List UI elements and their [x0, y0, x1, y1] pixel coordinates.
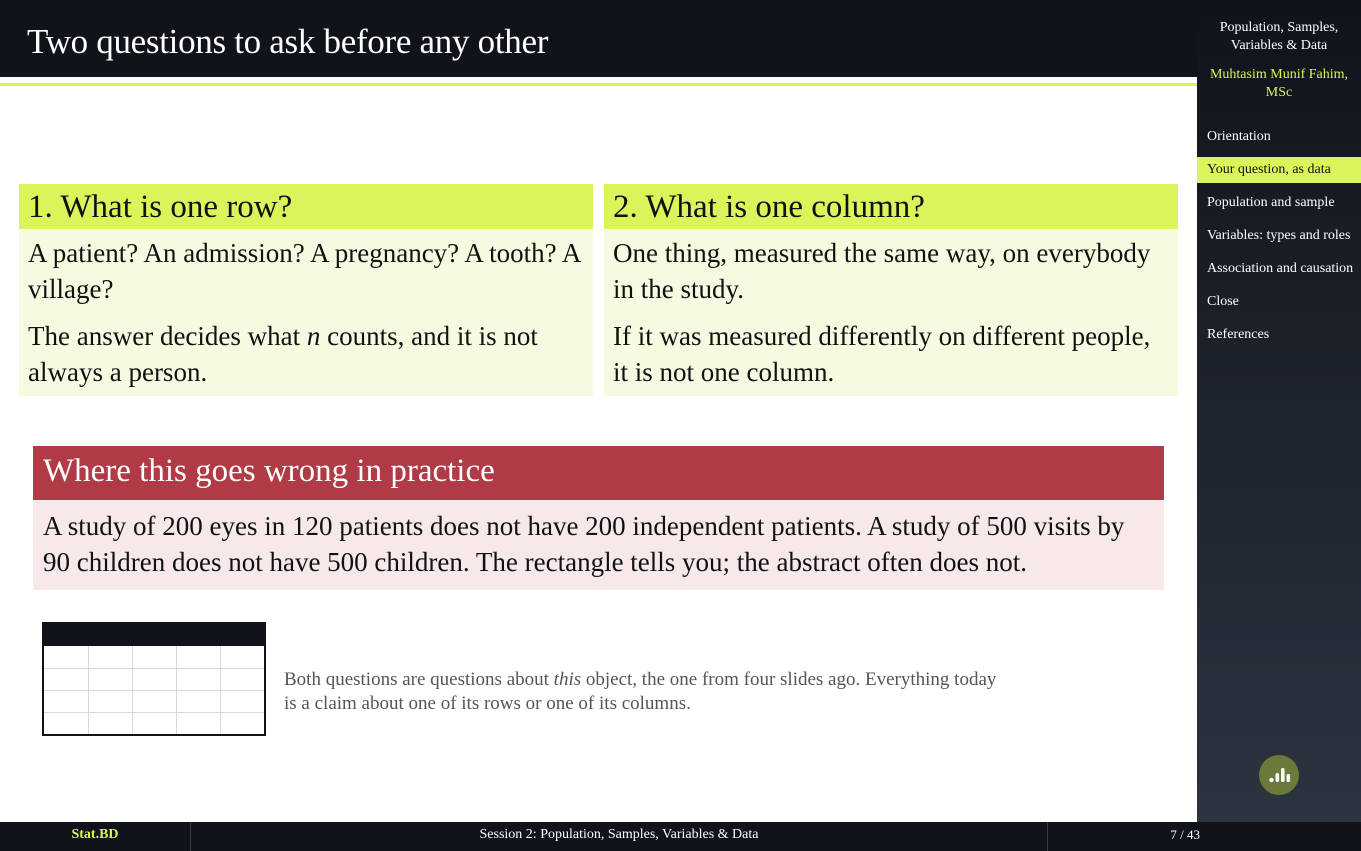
- callout-heading: Where this goes wrong in practice: [33, 446, 1164, 500]
- row-question-card: [19, 184, 593, 396]
- row-note-pre: The answer decides what: [28, 321, 307, 351]
- footnote-post: object, the one from four slides ago. Everything today is a claim about one of its rows or one of its columns.: [284, 669, 997, 714]
- column-question-body: [604, 229, 1178, 396]
- page-title: Two questions to ask before any other: [27, 22, 549, 61]
- sidebar-item-population-and-sample[interactable]: Population and sample: [1207, 195, 1335, 210]
- row-question-note: [28, 318, 584, 390]
- data-rectangle-illustration: [42, 622, 266, 736]
- header-accent-rule: [0, 83, 1197, 86]
- sidebar-item-orientation[interactable]: Orientation: [1207, 129, 1271, 144]
- warning-callout: [33, 446, 1164, 590]
- bar-chart-icon[interactable]: [1259, 755, 1299, 795]
- table-gridline: [44, 712, 264, 713]
- column-question-note: If it was measured differently on different people, it is not one column.: [613, 321, 1151, 387]
- footer-session-title: Session 2: Population, Samples, Variables & Data: [479, 827, 759, 842]
- footnote-text: [284, 668, 1004, 716]
- callout-body: A study of 200 eyes in 120 patients does not have 200 independent patients. A study of 500 visits by 90 children does not have 500 children. The rectangle tells you; the abstract often does not.: [33, 500, 1164, 590]
- footnote-pre: Both questions are questions about: [284, 669, 554, 690]
- row-question-body: [19, 229, 593, 396]
- sidebar: [1197, 0, 1361, 822]
- footer-brand: Stat.BD: [71, 827, 119, 842]
- table-gridline: [44, 668, 264, 669]
- bar-chart-glyph: [1259, 755, 1299, 795]
- slide-footer: [0, 822, 1361, 851]
- column-question-heading: 2. What is one column?: [604, 184, 1178, 229]
- footer-page-number: 7 / 43: [1170, 827, 1200, 842]
- sidebar-item-your-question-as-data[interactable]: Your question, as data: [1197, 157, 1361, 183]
- column-question-card: [604, 184, 1178, 396]
- row-note-post: counts, and it is not always a person.: [28, 321, 538, 387]
- sidebar-item-variables[interactable]: Variables: types and roles: [1207, 228, 1351, 243]
- n-symbol: n: [306, 321, 321, 351]
- row-question-heading: 1. What is one row?: [19, 184, 593, 229]
- column-question-text: One thing, measured the same way, on everybody in the study.: [613, 238, 1151, 304]
- footnote-emphasis: this: [553, 669, 582, 690]
- row-question-text: A patient? An admission? A pregnancy? A tooth? A village?: [28, 238, 580, 304]
- sidebar-item-close[interactable]: Close: [1207, 294, 1239, 309]
- sidebar-author: Muhtasim Munif Fahim, MSc: [1209, 67, 1349, 100]
- table-gridline: [44, 690, 264, 691]
- sidebar-deck-title: Population, Samples, Variables & Data: [1219, 20, 1339, 53]
- sidebar-nav: [1197, 124, 1361, 355]
- sidebar-item-association[interactable]: Association and causation: [1207, 261, 1354, 276]
- sidebar-item-references[interactable]: References: [1207, 327, 1270, 342]
- slide-header: [0, 0, 1197, 77]
- table-header-bar: [44, 624, 264, 646]
